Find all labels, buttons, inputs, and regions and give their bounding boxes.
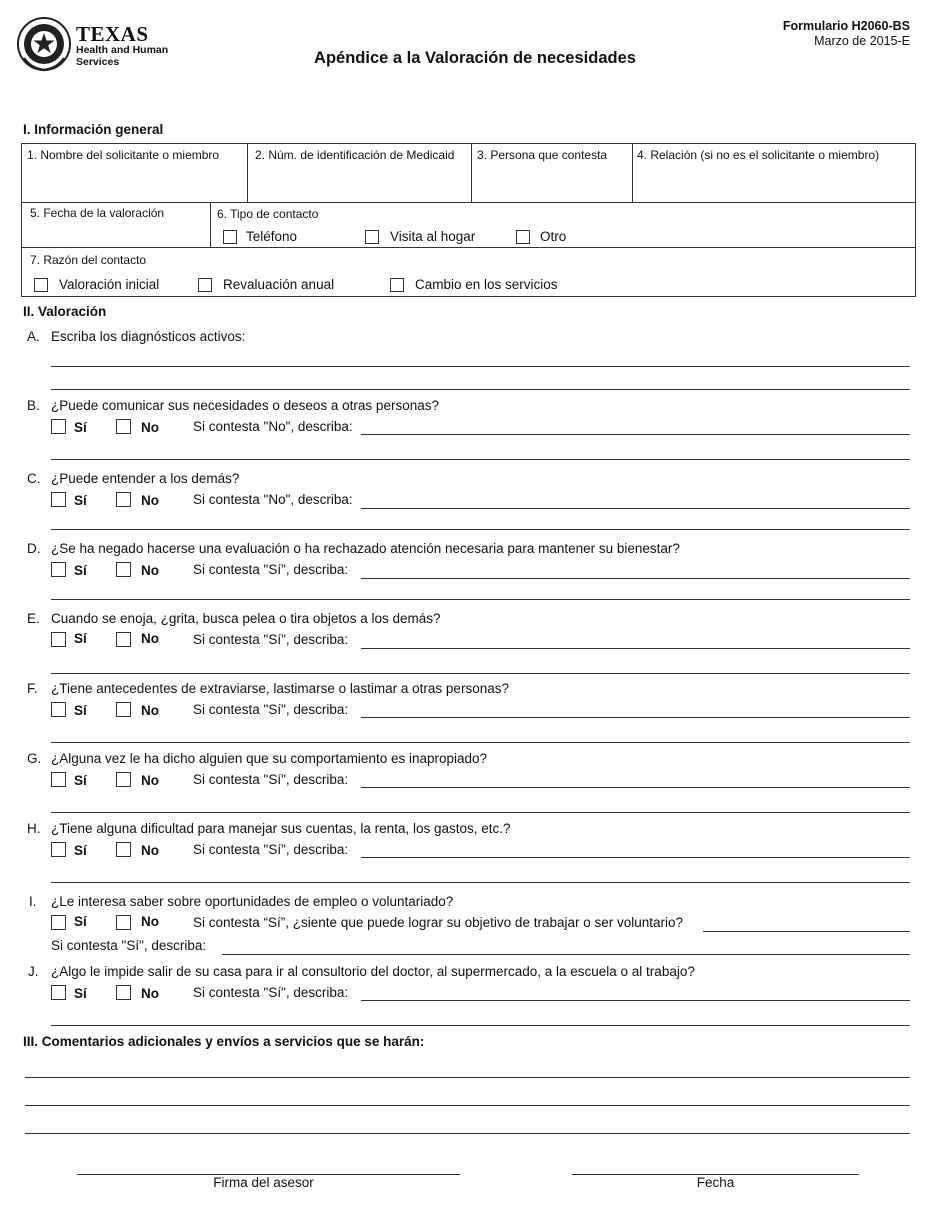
general-info-row3 [21, 247, 916, 297]
reason-annual: Revaluación anual [223, 277, 335, 292]
checkbox-no[interactable] [116, 419, 131, 434]
reason-initial: Valoración inicial [59, 277, 160, 292]
question-letter: B. [27, 398, 40, 413]
checkbox-yes[interactable] [51, 842, 66, 857]
question-text: ¿Tiene alguna dificultad para manejar sus cuentas, la renta, los gastos, etc.? [51, 821, 511, 836]
question-c [0, 471, 950, 541]
question-b [0, 398, 950, 468]
describe-label: Si contesta "Sí", describa: [193, 985, 349, 1000]
diagnosis-line-1[interactable] [51, 366, 910, 367]
question-h [0, 821, 950, 891]
comments-line-3[interactable] [25, 1133, 910, 1134]
describe-label: Si contesta "Sí", describa: [51, 938, 207, 953]
checkbox-yes[interactable] [51, 492, 66, 507]
contact-reason-label: 7. Razón del contacto [30, 253, 147, 267]
section-comments-heading: III. Comentarios adicionales y envíos a servicios que se harán: [23, 1034, 425, 1049]
question-text: ¿Le interesa saber sobre oportunidades de empleo o voluntariado? [51, 894, 454, 909]
question-text: ¿Se ha negado hacerse una evaluación o ha rechazado atención necesaria para mantener su bienestar? [51, 541, 680, 556]
checkbox-no[interactable] [116, 632, 131, 647]
diagnosis-line-2[interactable] [51, 389, 910, 390]
describe-line[interactable] [222, 954, 910, 955]
describe-line-2[interactable] [51, 599, 910, 600]
describe-label: Si contesta "Sí", describa: [193, 842, 349, 857]
describe-line-2[interactable] [51, 1025, 910, 1026]
describe-line-2[interactable] [51, 673, 910, 674]
checkbox-yes[interactable] [51, 985, 66, 1000]
no-label: No [141, 631, 159, 646]
form-number: Formulario H2060-BS [782, 19, 910, 33]
question-letter: C. [27, 471, 41, 486]
question-j [0, 964, 950, 1034]
checkbox-no[interactable] [116, 842, 131, 857]
describe-line[interactable] [361, 648, 910, 649]
checkbox-other[interactable] [516, 230, 530, 244]
contact-type-label: 6. Tipo de contacto [217, 207, 319, 221]
question-text: ¿Alguna vez le ha dicho alguien que su comportamiento es inapropiado? [51, 751, 488, 766]
contact-type-phone: Teléfono [246, 229, 298, 244]
describe-line[interactable] [361, 787, 910, 788]
section-general-heading: I. Información general [23, 122, 164, 137]
applicant-name-field[interactable]: 1. Nombre del solicitante o miembro [27, 148, 220, 162]
no-label: No [141, 493, 159, 508]
checkbox-no[interactable] [116, 562, 131, 577]
describe-line[interactable] [361, 578, 910, 579]
describe-label: Si contesta "Sí", describa: [193, 632, 349, 647]
question-text: ¿Puede entender a los demás? [51, 471, 240, 486]
checkbox-yes[interactable] [51, 772, 66, 787]
checkbox-yes[interactable] [51, 419, 66, 434]
describe-label: Si contesta "Sí", describa: [193, 562, 349, 577]
describe-label: Si contesta "Sí", describa: [193, 702, 349, 717]
checkbox-annual-reassessment[interactable] [198, 278, 212, 292]
yes-label: Sí [74, 703, 87, 718]
respondent-field[interactable]: 3. Persona que contesta [477, 148, 608, 162]
question-text: ¿Tiene antecedentes de extraviarse, lastimarse o lastimar a otras personas? [51, 681, 509, 696]
checkbox-initial-assessment[interactable] [34, 278, 48, 292]
question-letter: I. [29, 894, 37, 909]
checkbox-yes[interactable] [51, 562, 66, 577]
followup-line[interactable] [703, 931, 910, 932]
section-assessment-heading: II. Valoración [23, 304, 107, 319]
question-letter: E. [27, 611, 40, 626]
describe-line-2[interactable] [51, 459, 910, 460]
checkbox-service-change[interactable] [390, 278, 404, 292]
question-i [0, 894, 950, 964]
checkbox-no[interactable] [116, 915, 131, 930]
question-g [0, 751, 950, 821]
checkbox-no[interactable] [116, 702, 131, 717]
checkbox-no[interactable] [116, 772, 131, 787]
question-letter: D. [27, 541, 41, 556]
describe-line[interactable] [361, 508, 910, 509]
describe-line[interactable] [361, 857, 910, 858]
describe-line-2[interactable] [51, 742, 910, 743]
logo-title: TEXAS [76, 22, 149, 46]
no-label: No [141, 563, 159, 578]
yes-label: Sí [74, 493, 87, 508]
yes-label: Sí [74, 986, 87, 1001]
describe-label: Si contesta "Sí", describa: [193, 772, 349, 787]
question-a-text: Escriba los diagnósticos activos: [51, 329, 246, 344]
question-text: ¿Puede comunicar sus necesidades o deseos a otras personas? [51, 398, 439, 413]
question-letter: F. [27, 681, 38, 696]
describe-line-2[interactable] [51, 882, 910, 883]
assessor-signature-label: Firma del asesor [213, 1175, 314, 1190]
no-label: No [141, 986, 159, 1001]
yes-label: Sí [74, 420, 87, 435]
describe-line[interactable] [361, 434, 910, 435]
date-signature-label: Fecha [696, 1175, 735, 1190]
describe-line[interactable] [361, 1000, 910, 1001]
followup-label: Si contesta “Sí”, ¿siente que puede lograr su objetivo de trabajar o ser voluntario? [193, 915, 684, 930]
no-label: No [141, 420, 159, 435]
checkbox-phone[interactable] [223, 230, 237, 244]
checkbox-yes[interactable] [51, 702, 66, 717]
general-info-row2 [21, 202, 916, 248]
question-e [0, 611, 950, 681]
no-label: No [141, 843, 159, 858]
yes-label: Sí [74, 773, 87, 788]
checkbox-yes[interactable] [51, 632, 66, 647]
yes-label: Sí [74, 914, 87, 929]
comments-line-1[interactable] [25, 1077, 910, 1078]
page-title: Apéndice a la Valoración de necesidades [314, 49, 636, 67]
assessment-date-field[interactable]: 5. Fecha de la valoración [30, 206, 165, 220]
no-label: No [141, 703, 159, 718]
logo-subtitle: Health and Human Services [76, 44, 169, 68]
medicaid-id-field[interactable]: 2. Núm. de identificación de Medicaid [255, 148, 455, 162]
question-letter: H. [27, 821, 41, 836]
general-info-row1 [21, 143, 916, 203]
describe-label: Si contesta "No", describa: [193, 492, 353, 507]
question-letter: A. [27, 329, 40, 344]
checkbox-yes[interactable] [51, 915, 66, 930]
reason-service-change: Cambio en los servicios [415, 277, 558, 292]
describe-label: Si contesta "No", describa: [193, 419, 353, 434]
no-label: No [141, 914, 159, 929]
describe-line-2[interactable] [51, 812, 910, 813]
form-identifier [783, 19, 910, 49]
question-d [0, 541, 950, 611]
yes-label: Sí [74, 563, 87, 578]
question-text: ¿Algo le impide salir de su casa para ir al consultorio del doctor, al supermercado, a la escuela o al trabajo? [51, 964, 695, 979]
contact-type-home-visit: Visita al hogar [390, 229, 476, 244]
no-label: No [141, 773, 159, 788]
checkbox-no[interactable] [116, 985, 131, 1000]
question-f [0, 681, 950, 751]
question-letter: G. [27, 751, 42, 766]
question-text: Cuando se enoja, ¿grita, busca pelea o tira objetos a los demás? [51, 611, 441, 626]
relationship-field[interactable]: 4. Relación (si no es el solicitante o miembro) [637, 148, 880, 162]
yes-label: Sí [74, 631, 87, 646]
describe-line[interactable] [361, 717, 910, 718]
question-letter: J. [28, 964, 39, 979]
yes-label: Sí [74, 843, 87, 858]
describe-line-2[interactable] [51, 529, 910, 530]
form-date: Marzo de 2015-E [814, 34, 910, 48]
checkbox-no[interactable] [116, 492, 131, 507]
contact-type-other: Otro [540, 229, 567, 244]
comments-line-2[interactable] [25, 1105, 910, 1106]
checkbox-home-visit[interactable] [365, 230, 379, 244]
